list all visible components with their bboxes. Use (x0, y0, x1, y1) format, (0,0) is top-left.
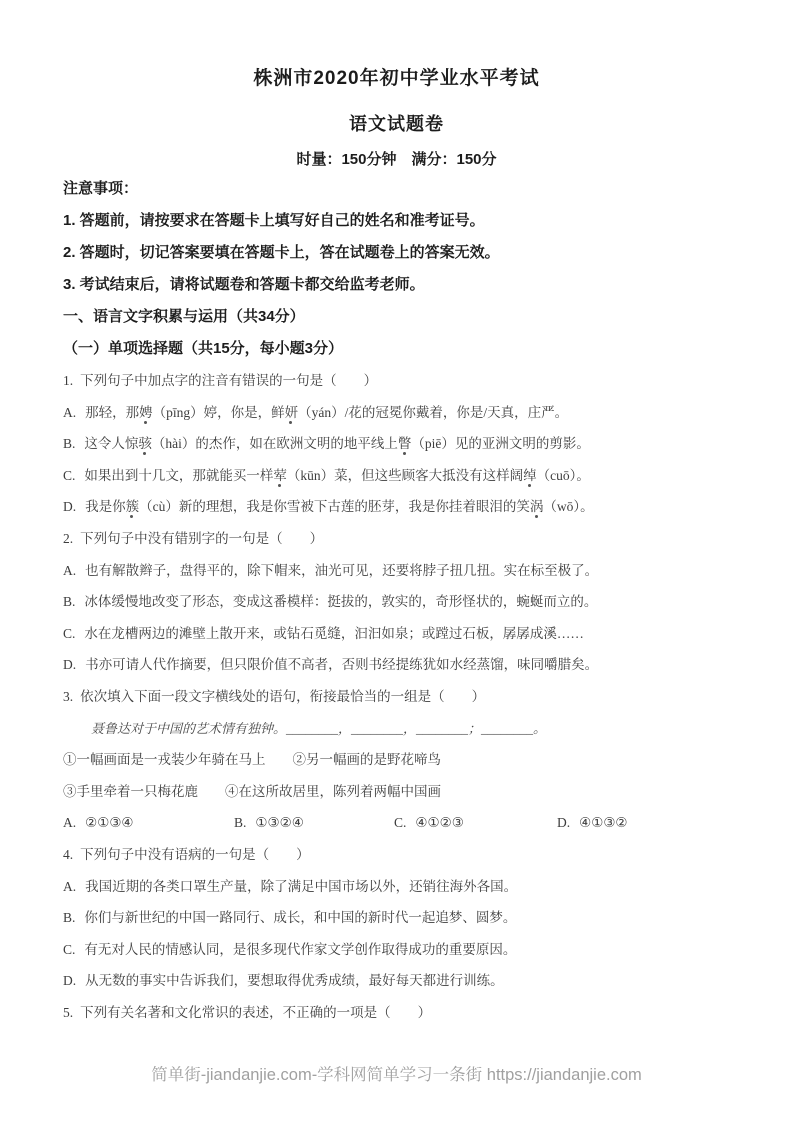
text-segment: 我是你 (85, 499, 126, 515)
option-line-B (63, 902, 730, 934)
emphasized-char: 荤 (273, 467, 287, 483)
sentence-line (63, 744, 730, 776)
text-segment: 书亦可请人代作摘要，但只限价值不高者，否则书经提练犹如水经蒸馏，味同嚼腊矣。 (85, 657, 599, 673)
notice-list (63, 205, 730, 301)
option-cell-C (394, 807, 557, 839)
question-1 (63, 365, 730, 523)
option-line-A (63, 555, 730, 587)
section-heading-part1: 一、语言文字积累与运用（共34分） (63, 308, 305, 325)
text-segment: 如果出到十几文，那就能买一样 (84, 467, 274, 483)
text-segment: 下列有关名著和文化常识的表述，不正确的一项是（ ） (80, 1004, 432, 1020)
question-5 (63, 997, 730, 1029)
notice-item: 1. 答题前，请按要求在答题卡上填写好自己的姓名和准考证号。 (63, 212, 485, 229)
option-cell-A (63, 807, 234, 839)
emphasized-char: 涡 (529, 499, 544, 515)
option-label: C. (394, 815, 407, 831)
emphasized-char: 瞥 (397, 436, 412, 452)
text-segment: 聂鲁达对于中国的艺术情有独钟。________，________，________；________。 (91, 720, 547, 736)
text-segment: ③手里牵着一只梅花鹿 ④在这所故居里，陈列着两幅中国画 (63, 783, 441, 799)
option-cell-B (234, 807, 394, 839)
text-segment: 你们与新世纪的中国一路同行、成长，和中国的新时代一起追梦、圆梦。 (84, 910, 517, 926)
question-number: 2. (63, 530, 74, 546)
question-stem (63, 997, 730, 1029)
text-segment: 有无对人民的情感认同，是很多现代作家文学创作取得成功的重要原因。 (84, 941, 517, 957)
exam-title: 株洲市2020年初中学业水平考试 (253, 68, 540, 89)
option-line-B (63, 586, 730, 618)
option-line-B (63, 428, 730, 460)
question-stem (63, 839, 730, 871)
question-number: 3. (63, 688, 74, 704)
text-segment: （piē）见的亚洲文明的剪影。 (411, 436, 590, 452)
emphasized-char: 绰 (523, 467, 537, 483)
option-value: ④①③② (579, 815, 628, 831)
text-segment: 冰体缓慢地改变了形态，变成这番模样：挺拔的，敦实的，奇形怪状的，蜿蜒而立的。 (84, 594, 598, 610)
option-line-D (63, 649, 730, 681)
option-label: D. (557, 815, 571, 831)
option-line-C (63, 618, 730, 650)
text-segment: 下列句子中没有错别字的一句是（ ） (80, 530, 324, 546)
text-segment: （yán）/花的冠冕你戴着，你是/天真，庄严。 (298, 404, 569, 420)
text-segment: （kūn）菜，但这些顾客大抵没有这样阔 (286, 467, 524, 483)
option-label: A. (63, 404, 77, 420)
option-line-A (63, 871, 730, 903)
text-segment: （cuō）。 (536, 467, 590, 483)
option-label: A. (63, 878, 77, 894)
text-segment: 那轻，那 (85, 404, 140, 420)
text-segment: 水在龙槽两边的滩壁上散开来，或钻石觅缝，汩汩如泉；或蹚过石板，孱孱成溪…… (84, 625, 584, 641)
option-label: D. (63, 973, 77, 989)
option-line-A (63, 397, 730, 429)
option-line-C (63, 934, 730, 966)
text-segment: （cù）新的理想，我是你雪被下古莲的胚芽，我是你挂着眼泪的笑 (139, 499, 530, 515)
question-2 (63, 523, 730, 681)
sentence-line (63, 776, 730, 808)
text-segment: 这令人惊 (84, 436, 139, 452)
option-label: C. (63, 467, 76, 483)
question-number: 5. (63, 1004, 74, 1020)
option-label: B. (234, 815, 247, 831)
emphasized-char: 骇 (138, 436, 152, 452)
question-3 (63, 681, 730, 839)
option-value: ④①②③ (415, 815, 464, 831)
option-label: B. (63, 436, 76, 452)
text-segment: 从无数的事实中告诉我们，要想取得优秀成绩，最好每天都进行训练。 (85, 973, 504, 989)
text-segment: （pīng）婷，你是，鲜 (152, 404, 285, 420)
option-label: D. (63, 657, 77, 673)
text-segment: 依次填入下面一段文字横线处的语句，衔接最恰当的一组是（ ） (80, 688, 486, 704)
footer-watermark: 简单街-jiandanjie.com-学科网简单学习一条街 https://jiandanjie.com (151, 1066, 642, 1084)
text-segment: 也有解散辫子，盘得平的，除下帽来，油光可见，还要将脖子扭几扭。实在标至极了。 (85, 562, 599, 578)
quote-line (63, 713, 730, 745)
text-segment: 我国近期的各类口罩生产量，除了满足中国市场以外，还销往海外各国。 (85, 878, 518, 894)
option-label: B. (63, 594, 76, 610)
option-line-D (63, 965, 730, 997)
text-segment: （wō）。 (543, 499, 594, 515)
option-label: D. (63, 499, 77, 515)
section-heading-sub1: （一）单项选择题（共15分，每小题3分） (63, 340, 344, 357)
notice-heading: 注意事项： (63, 180, 139, 197)
option-label: B. (63, 910, 76, 926)
emphasized-char: 簇 (125, 499, 140, 515)
question-list (63, 365, 730, 1028)
exam-subtitle: 语文试题卷 (349, 114, 444, 134)
question-stem (63, 365, 730, 397)
option-cell-D (557, 807, 628, 839)
option-line-C (63, 460, 730, 492)
question-stem (63, 681, 730, 713)
text-segment: 下列句子中加点字的注音有错误的一句是（ ） (80, 373, 378, 388)
option-value: ①③②④ (255, 815, 304, 831)
text-segment: 下列句子中没有语病的一句是（ ） (80, 846, 310, 862)
text-segment: （hài）的杰作，如在欧洲文明的地平线上 (151, 436, 398, 452)
option-label: A. (63, 562, 77, 578)
question-stem (63, 523, 730, 555)
option-label: C. (63, 625, 76, 641)
question-number: 4. (63, 846, 74, 862)
notice-item: 3. 考试结束后，请将试题卷和答题卡都交给监考老师。 (63, 276, 425, 293)
notice-item: 2. 答题时，切记答案要填在答题卡上，答在试题卷上的答案无效。 (63, 244, 500, 261)
text-segment: ①一幅画面是一戎装少年骑在马上 ②另一幅画的是野花啼鸟 (63, 752, 441, 768)
option-label: A. (63, 815, 77, 831)
emphasized-char: 娉 (139, 404, 153, 420)
emphasized-char: 妍 (284, 404, 299, 420)
option-label: C. (63, 941, 76, 957)
exam-meta: 时量：150分钟 满分：150分 (296, 151, 497, 168)
question-number: 1. (63, 373, 74, 388)
question-4 (63, 839, 730, 997)
option-row (63, 807, 730, 839)
option-line-D (63, 491, 730, 523)
option-value: ②①③④ (85, 815, 134, 831)
